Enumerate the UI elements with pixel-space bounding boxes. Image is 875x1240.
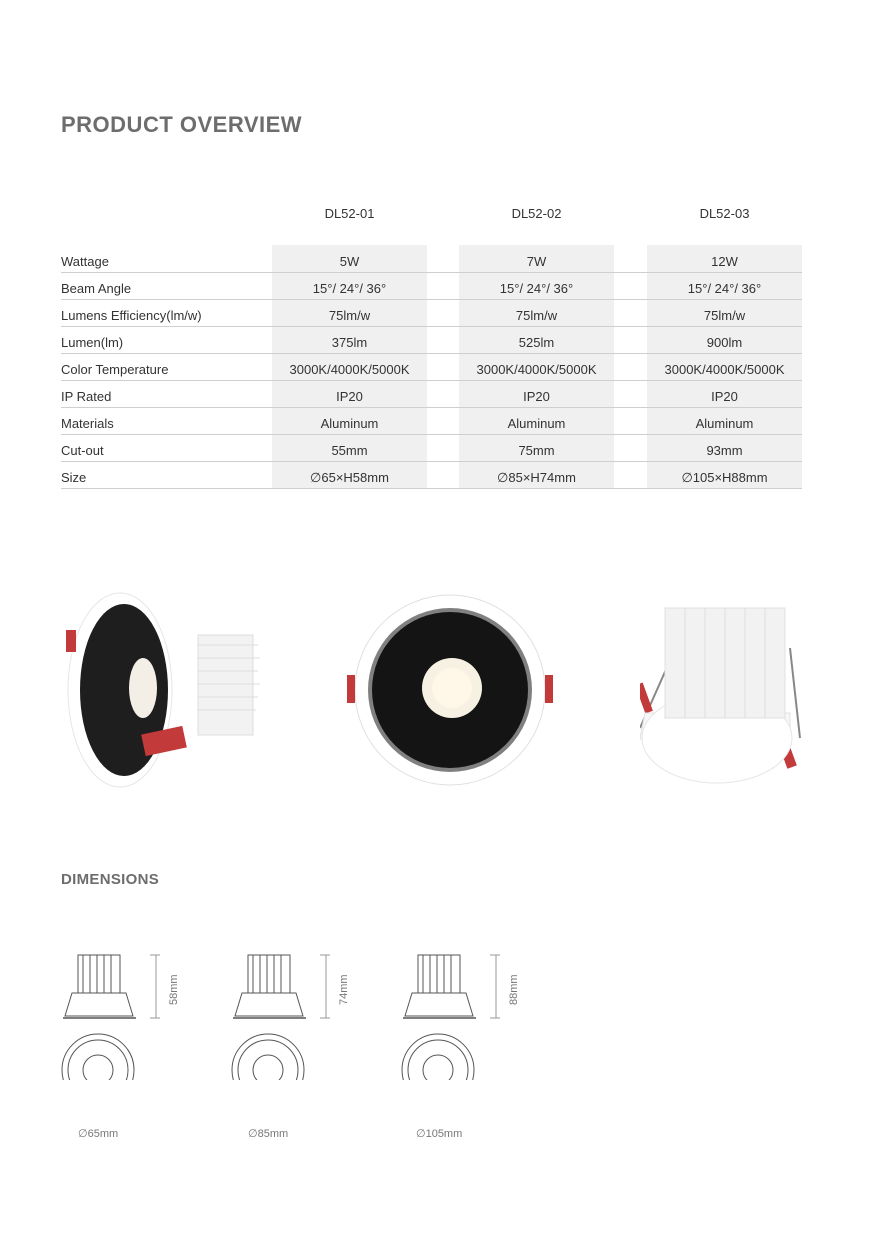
table-row — [61, 273, 802, 300]
product-photo-side — [58, 590, 268, 790]
height-label: 74mm — [338, 974, 350, 1005]
table-cell: 15°/ 24°/ 36° — [499, 281, 574, 296]
table-cell: IP20 — [523, 389, 550, 404]
table-row — [61, 462, 802, 489]
column-header: DL52-02 — [511, 206, 562, 221]
table-row — [61, 381, 802, 408]
spring-clip — [66, 630, 76, 652]
column-header: DL52-03 — [699, 206, 750, 221]
table-row — [61, 300, 802, 327]
table-cell: 93mm — [706, 443, 743, 458]
table-cell: 3000K/4000K/5000K — [289, 362, 410, 377]
table-cell: 75mm — [518, 443, 555, 458]
dimension-drawings — [60, 950, 540, 1080]
table-cell: ∅85×H74mm — [497, 470, 576, 485]
product-photo-back — [640, 588, 810, 788]
table-cell: 3000K/4000K/5000K — [476, 362, 597, 377]
spring-clip — [640, 683, 653, 714]
table-row — [61, 435, 802, 462]
diameter-label: ∅105mm — [416, 1128, 463, 1140]
diameter-label: ∅85mm — [248, 1128, 289, 1140]
row-label: Lumens Efficiency(lm/w) — [61, 308, 202, 323]
table-cell: Aluminum — [320, 416, 379, 431]
product-photo-front — [345, 590, 555, 790]
row-label: IP Rated — [61, 389, 112, 404]
table-cell: 75lm/w — [328, 308, 371, 323]
dimension-drawing-2 — [232, 955, 330, 1080]
table-cell: IP20 — [336, 389, 363, 404]
table-cell: Aluminum — [507, 416, 566, 431]
table-cell: 12W — [711, 254, 738, 269]
table-cell: 375lm — [331, 335, 368, 350]
height-label: 88mm — [508, 974, 520, 1005]
table-cell: 525lm — [518, 335, 555, 350]
dimensions-title: DIMENSIONS — [61, 871, 160, 888]
row-label: Lumen(lm) — [61, 335, 124, 350]
spring-clip — [347, 675, 355, 703]
row-label: Materials — [61, 416, 114, 431]
page-title: PRODUCT OVERVIEW — [61, 112, 303, 137]
table-cell: 75lm/w — [703, 308, 746, 323]
spring-clip — [545, 675, 553, 703]
dimension-drawing-1 — [62, 955, 160, 1080]
table-row — [61, 327, 802, 354]
table-cell: 15°/ 24°/ 36° — [687, 281, 762, 296]
row-label: Cut-out — [61, 443, 104, 458]
row-label: Color Temperature — [61, 362, 169, 377]
table-cell: 7W — [526, 254, 547, 269]
table-cell: IP20 — [711, 389, 738, 404]
column-header: DL52-01 — [324, 206, 375, 221]
row-label: Size — [61, 470, 87, 485]
row-label: Wattage — [61, 254, 109, 269]
table-cell: 5W — [339, 254, 360, 269]
table-row — [61, 354, 802, 381]
table-cell: ∅105×H88mm — [681, 470, 768, 485]
table-cell: 15°/ 24°/ 36° — [312, 281, 387, 296]
row-label: Beam Angle — [61, 281, 132, 296]
dimension-drawing-3 — [402, 955, 500, 1080]
table-cell: ∅65×H58mm — [310, 470, 389, 485]
table-cell: 3000K/4000K/5000K — [664, 362, 785, 377]
heatsink-fins — [198, 635, 260, 735]
height-label: 58mm — [168, 974, 180, 1005]
diameter-label: ∅65mm — [78, 1128, 119, 1140]
table-cell: 75lm/w — [515, 308, 558, 323]
table-cell: Aluminum — [695, 416, 754, 431]
table-cell: 900lm — [706, 335, 743, 350]
table-row — [61, 408, 802, 435]
table-row — [61, 246, 802, 273]
table-cell: 55mm — [331, 443, 368, 458]
